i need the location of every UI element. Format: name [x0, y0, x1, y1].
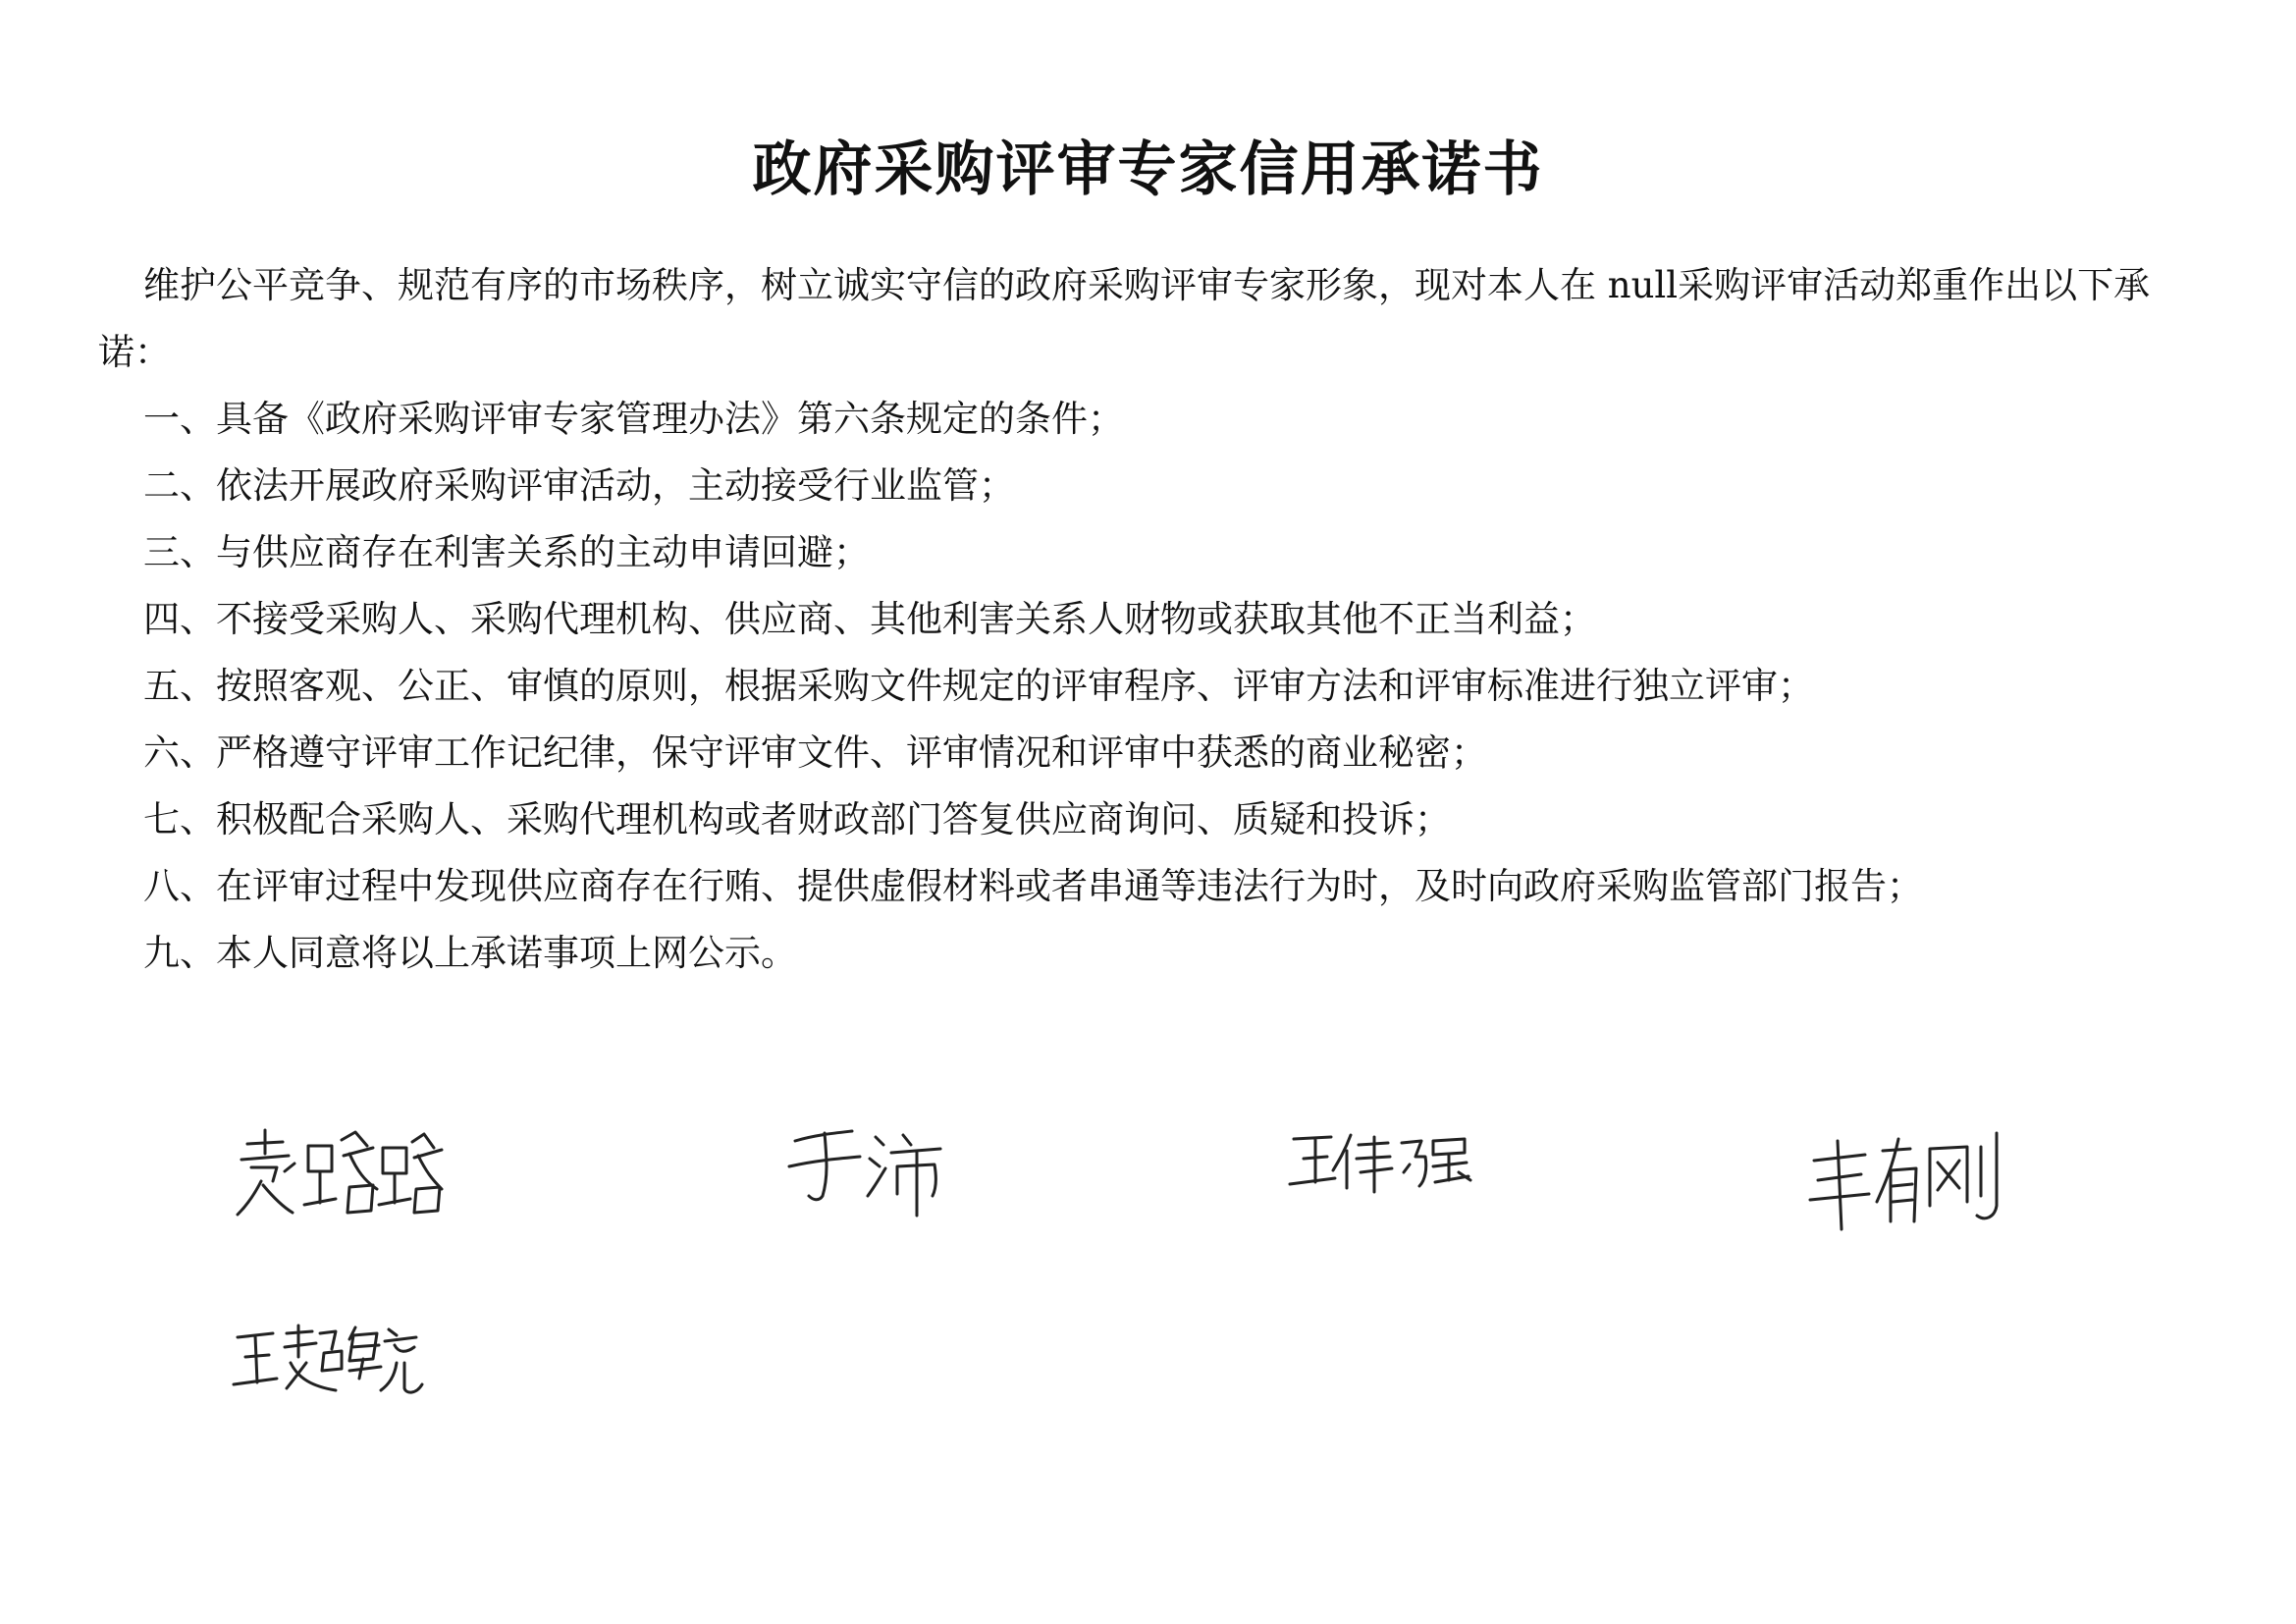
commitment-item-6: 六、严格遵守评审工作记纪律，保守评审文件、评审情况和评审中获悉的商业秘密；: [143, 731, 1487, 774]
signature-5: [234, 1324, 430, 1402]
signature-3: [1288, 1129, 1474, 1198]
commitment-item-9: 九、本人同意将以上承诺事项上网公示。: [143, 932, 797, 974]
commitment-item-7: 七、积极配合采购人、采购代理机构或者财政部门答复供应商询问、质疑和投诉；: [143, 798, 1451, 840]
signature-2: [787, 1119, 954, 1218]
document-title: 政府采购评审专家信用承诺书: [752, 135, 1544, 204]
commitment-item-4: 四、不接受采购人、采购代理机构、供应商、其他利害关系人财物或获取其他不正当利益；: [143, 598, 1596, 640]
commitment-item-2: 二、依法开展政府采购评审活动，主动接受行业监管；: [143, 464, 1015, 507]
commitment-item-8: 八、在评审过程中发现供应商存在行贿、提供虚假材料或者串通等违法行为时，及时向政府采购监管部门报告；: [143, 865, 1923, 907]
signature-4: [1808, 1127, 2004, 1235]
signature-1: [234, 1124, 430, 1222]
commitment-item-1: 一、具备《政府采购评审专家管理办法》第六条规定的条件；: [143, 398, 1124, 440]
commitment-item-3: 三、与供应商存在利害关系的主动申请回避；: [143, 531, 870, 573]
commitment-item-5: 五、按照客观、公正、审慎的原则，根据采购文件规定的评审程序、评审方法和评审标准进行独立评审；: [143, 665, 1814, 707]
intro-paragraph: 维护公平竞争、规范有序的市场秩序，树立诚实守信的政府采购评审专家形象，现对本人在 null采购评审活动郑重作出以下承诺：: [98, 264, 2151, 373]
